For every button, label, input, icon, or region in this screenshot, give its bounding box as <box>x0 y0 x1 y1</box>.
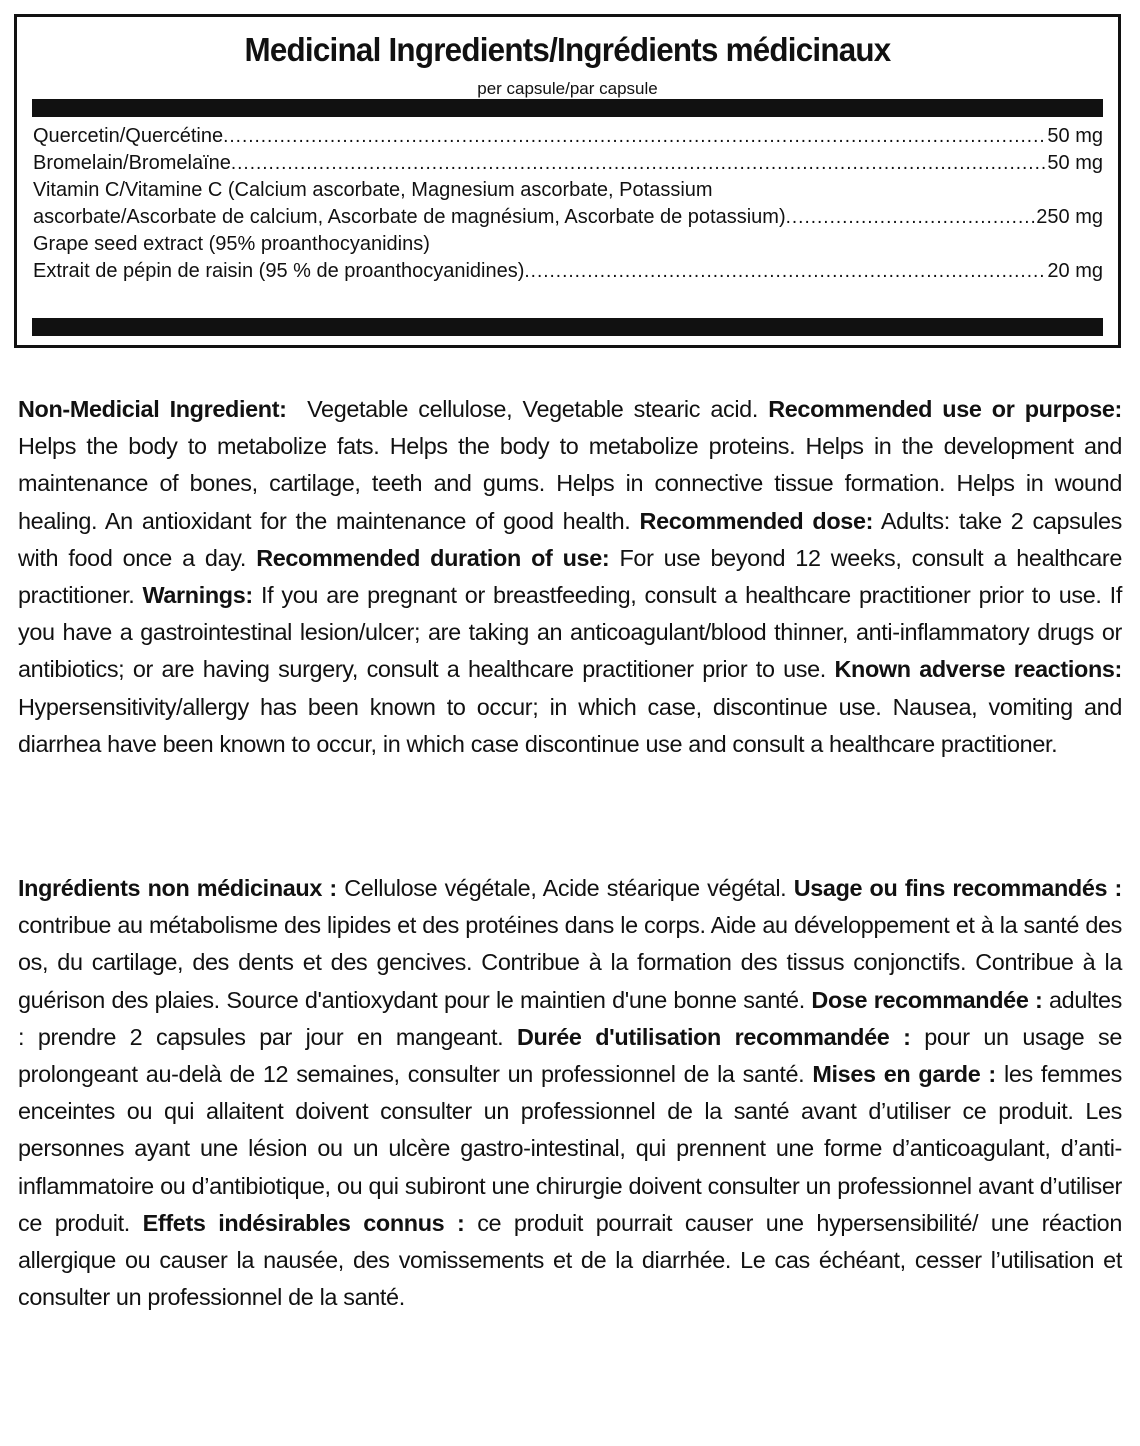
duration-text: For use beyond 12 weeks, consult a healthcare practitioner. <box>18 544 1122 609</box>
duration-label: Recommended duration of use: <box>256 544 610 571</box>
non-medicinal-label: Non-Medicial Ingredient: <box>18 396 287 422</box>
recommended-dose-text: Adults: take 2 capsules with food once a day. <box>18 507 1123 571</box>
warnings-label: Warnings: <box>142 582 253 609</box>
ingredient-row-grape-seed-en <box>33 231 1103 258</box>
non-medicinal-text: Vegetable cellulose, Vegetable stearic acid. <box>307 396 758 422</box>
adverse-reactions-text: ce produit pourrait causer une hypersensibilité/ une réaction allergique ou causer la nausée, des vomissements et de la diarrhée. Le cas échéant, cesser l’utilisation et consulter un professionnel de la santé. <box>18 1209 1122 1311</box>
ingredient-name: ascorbate/Ascorbate de calcium, Ascorbate de magnésium, Ascorbate de potassium) <box>33 206 786 228</box>
non-medicinal-label: Ingrédients non médicinaux : <box>18 875 337 901</box>
non-medicinal-text: Cellulose végétale, Acide stéarique végétal. <box>344 875 787 901</box>
recommended-dose-label: Recommended dose: <box>639 507 874 534</box>
panel-subtitle: per capsule/par capsule <box>477 79 658 98</box>
french-label-text <box>18 870 1122 1316</box>
medicinal-ingredients-panel <box>14 14 1121 348</box>
warnings-label: Mises en garde : <box>812 1061 996 1088</box>
adverse-reactions-text: Hypersensitivity/allergy has been known to occur; in which case, discontinue use. Nausea, vomiting and diarrhea have been known to occur, in which case discontinue use and consult a healthcare practitioner. <box>18 693 1122 757</box>
ingredient-name: Bromelain/Bromelaïne <box>33 152 231 174</box>
top-divider-bar <box>32 99 1103 117</box>
ingredient-name: Extrait de pépin de raisin (95 % de proanthocyanidines) <box>33 260 525 282</box>
duration-text: pour un usage se prolongeant au-delà de 12 semaines, consulter un professionnel de la santé. <box>18 1023 1122 1088</box>
ingredient-row-bromelain <box>33 150 1103 177</box>
adverse-reactions-label: Effets indésirables connus : <box>142 1209 465 1236</box>
ingredient-name: Vitamin C/Vitamine C (Calcium ascorbate, Magnesium ascorbate, Potassium <box>33 179 713 201</box>
ingredient-amount: 20 mg <box>1047 260 1103 282</box>
bottom-divider-bar <box>32 318 1103 336</box>
ingredient-list <box>33 123 1103 285</box>
ingredient-name: Grape seed extract (95% proanthocyanidins) <box>33 233 430 255</box>
dot-leader <box>786 204 1037 231</box>
ingredient-amount: 50 mg <box>1047 125 1103 147</box>
recommended-dose-text: adultes : prendre 2 capsules par jour en mangeant. <box>18 986 1122 1050</box>
panel-title: Medicinal Ingredients/Ingrédients médicinaux <box>244 31 891 68</box>
recommended-dose-label: Dose recommandée : <box>811 986 1043 1013</box>
ingredient-name: Quercetin/Quercétine <box>33 125 224 147</box>
ingredient-row-vitamin-c-line2 <box>33 204 1103 231</box>
warnings-text: les femmes enceintes ou qui allaitent doivent consulter un professionnel de la santé avant d’utiliser ce produit. Les personnes ayant une lésion ou un ulcère gastro-intestinal, qui prennent une forme d’anticoagulant, d’anti-inflammatoire ou d’antibiotique, ou qui subiront une chirurgie doivent consulter un professionnel avant d’utiliser ce produit. <box>18 1061 1122 1236</box>
dot-leader <box>223 123 1047 150</box>
recommended-use-text: Helps the body to metabolize fats. Helps the body to metabolize proteins. Helps in the development and maintenance of bones, cartilage, teeth and gums. Helps in connective tissue formation. Helps in wound healing. An antioxidant for the maintenance of good health. <box>18 433 1122 534</box>
ingredient-amount: 250 mg <box>1036 206 1103 228</box>
ingredient-amount: 50 mg <box>1047 152 1103 174</box>
dot-leader <box>231 150 1048 177</box>
recommended-use-text: contribue au métabolisme des lipides et des protéines dans le corps. Aide au développement et à la santé des os, du cartilage, des dents et des gencives. Contribue à la formation des tissus conjonctifs. Contribue à la guérison des plaies. Source d'antioxydant pour le maintien d'une bonne santé. <box>18 912 1122 1013</box>
dot-leader <box>524 258 1047 285</box>
ingredient-row-quercetin <box>33 123 1103 150</box>
warnings-text: If you are pregnant or breastfeeding, consult a healthcare practitioner prior to use. If you have a gastrointestinal lesion/ulcer; are taking an anticoagulant/blood thinner, anti-inflammatory drugs or antibiotics; or are having surgery, consult a healthcare practitioner prior to use. <box>18 582 1122 683</box>
ingredient-row-vitamin-c-line1 <box>33 177 1103 204</box>
english-label-text <box>18 391 1122 763</box>
adverse-reactions-label: Known adverse reactions: <box>834 656 1122 683</box>
ingredient-row-grape-seed-fr <box>33 258 1103 285</box>
recommended-use-label: Usage ou fins recommandés : <box>793 875 1122 901</box>
duration-label: Durée d'utilisation recommandée : <box>517 1023 911 1050</box>
recommended-use-label: Recommended use or purpose: <box>768 396 1122 422</box>
